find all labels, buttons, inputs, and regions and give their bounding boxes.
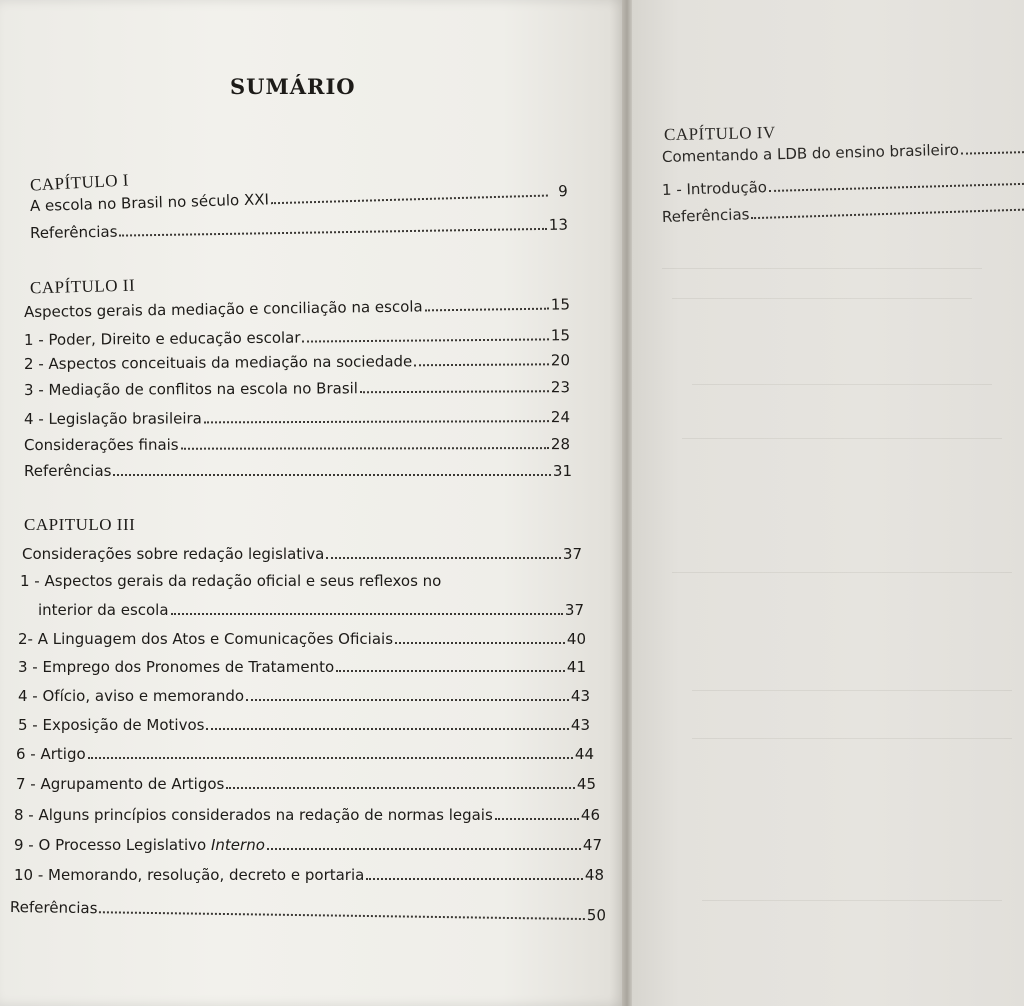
toc-entry: 3 - Emprego dos Pronomes de Tratamento 41 xyxy=(18,658,586,676)
toc-entry: Considerações finais 28 xyxy=(23,435,571,454)
toc-entry: 2 - Aspectos conceituais da mediação na sociedade 20 xyxy=(23,351,571,373)
chapter-1-heading: CAPÍTULO I xyxy=(29,170,130,195)
toc-entry: Referências 50 xyxy=(9,898,607,925)
book-gutter xyxy=(622,0,632,1006)
toc-entry: 1 - Poder, Direito e educação escolar 15 xyxy=(23,326,571,349)
toc-entry-line-1: 1 - Aspectos gerais da redação oficial e seus reflexos no xyxy=(20,572,442,590)
toc-entry: Considerações sobre redação legislativa 37 xyxy=(22,545,582,563)
chapter-2-heading: CAPÍTULO II xyxy=(29,275,136,298)
toc-entry: Referências 31 xyxy=(24,462,572,480)
toc-entry: Referências xyxy=(662,195,1024,226)
page-title: SUMÁRIO xyxy=(230,74,356,99)
toc-entry: 4 - Ofício, aviso e memorando 43 xyxy=(18,687,590,705)
toc-entry: 9 - O Processo Legislativo Interno 47 xyxy=(14,836,602,854)
toc-entry: Referências 13 xyxy=(29,215,569,242)
toc-entry: 5 - Exposição de Motivos 43 xyxy=(18,716,590,734)
chapter-3-heading: CAPITULO III xyxy=(24,515,136,534)
toc-entry: 1 - Introdução xyxy=(662,170,1024,199)
toc-entry: 10 - Memorando, resolução, decreto e portaria 48 xyxy=(14,866,604,884)
toc-entry: 8 - Alguns princípios considerados na redação de normas legais 46 xyxy=(14,806,600,824)
right-page xyxy=(632,0,1024,1006)
toc-entry: Comentando a LDB do ensino brasileiro xyxy=(662,138,1024,166)
toc-entry: 2- A Linguagem dos Atos e Comunicações Oficiais 40 xyxy=(18,630,586,648)
toc-entry: 7 - Agrupamento de Artigos 45 xyxy=(16,775,596,793)
toc-entry: A escola no Brasil no século XXI 9 xyxy=(29,181,569,215)
toc-entry: Aspectos gerais da mediação e conciliação na escola 15 xyxy=(23,295,571,321)
chapter-4-heading: CAPÍTULO IV xyxy=(663,122,776,145)
toc-entry: 3 - Mediação de conflitos na escola no Brasil 23 xyxy=(23,378,571,399)
toc-entry: 4 - Legislação brasileira 24 xyxy=(23,408,571,428)
toc-entry: 6 - Artigo 44 xyxy=(16,745,594,763)
toc-entry: interior da escola 37 xyxy=(38,601,584,619)
